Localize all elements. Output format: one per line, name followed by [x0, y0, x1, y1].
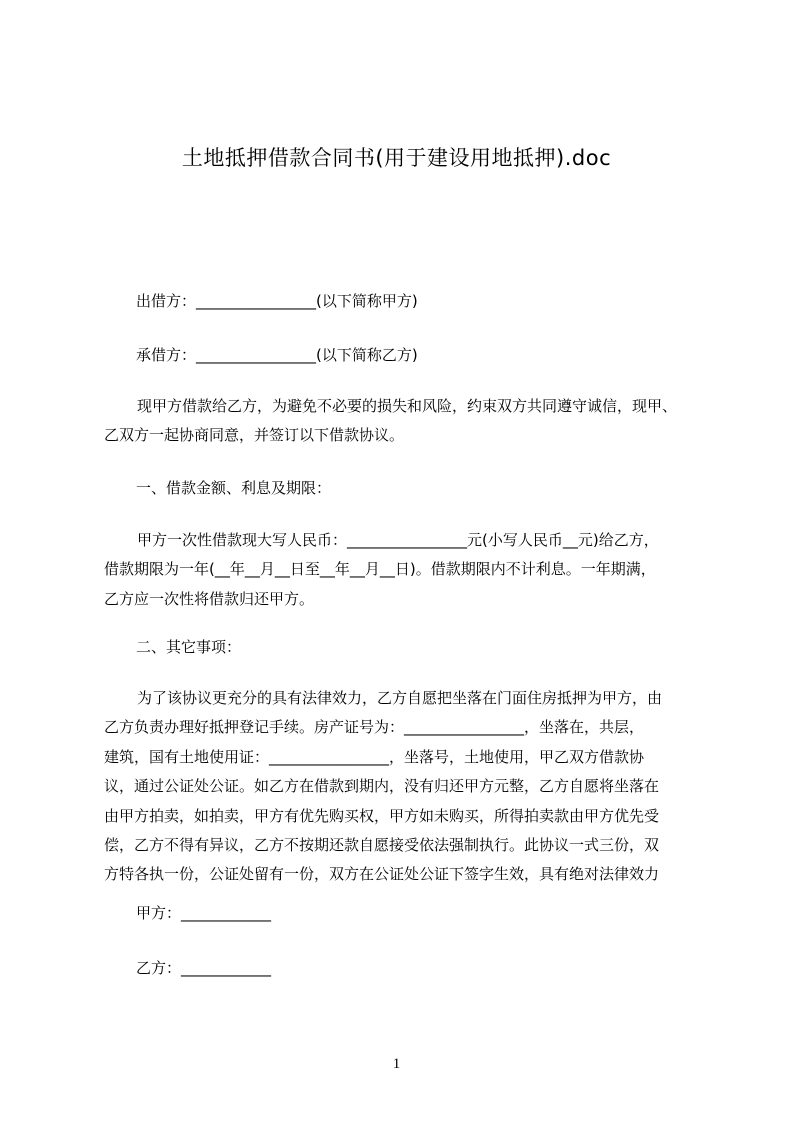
borrower-line: 承借方：________________(以下简称乙方) — [136, 346, 418, 364]
section2-line-4: 议，通过公证处公证。如乙方在借款到期内，没有归还甲方元整，乙方自愿将坐落在 — [104, 777, 660, 796]
section2-heading: 二、其它事项： — [136, 638, 242, 656]
section2-line-3: 建筑，国有土地使用证：________________，坐落号，土地使用，甲乙双方借款协 — [104, 747, 645, 766]
intro-line-1: 现甲方借款给乙方，为避免不必要的损失和风险，约束双方共同遵守诚信，现甲、 — [137, 397, 678, 415]
intro-line-2: 乙双方一起协商同意，并签订以下借款协议。 — [104, 426, 405, 445]
section1-line-1: 甲方一次性借款现大写人民币：________________元(小写人民币__元)给乙方， — [137, 531, 659, 549]
section1-line-3: 乙方应一次性将借款归还甲方。 — [104, 589, 315, 608]
document-title: 土地抵押借款合同书(用于建设用地抵押).doc — [181, 146, 612, 170]
signature-party-a: 甲方：____________ — [136, 904, 272, 922]
section2-line-1: 为了该协议更充分的具有法律效力，乙方自愿把坐落在门面住房抵押为甲方，由 — [137, 689, 663, 707]
section2-line-7: 方特各执一份，公证处留有一份，双方在公证处公证下签字生效，具有绝对法律效力 — [104, 865, 660, 884]
section2-paragraph — [104, 684, 690, 890]
section2-line-6: 偿，乙方不得有异议，乙方不按期还款自愿接受依法强制执行。此协议一式三份，双 — [104, 836, 660, 855]
lender-line: 出借方：________________(以下简称甲方) — [136, 292, 418, 310]
section2-line-5: 由甲方拍卖，如拍卖，甲方有优先购买权，甲方如未购买，所得拍卖款由甲方优先受 — [104, 806, 660, 825]
section1-paragraph — [104, 526, 690, 614]
intro-paragraph — [104, 392, 690, 451]
signature-party-b: 乙方：____________ — [136, 959, 272, 977]
section2-line-2: 乙方负责办理好抵押登记手续。房产证号为：________________，坐落在，共层， — [104, 718, 645, 737]
page-number: 1 — [392, 1056, 401, 1072]
section1-line-2: 借款期限为一年(__年__月__日至__年__月__日)。借款期限内不计利息。一年期满， — [104, 560, 656, 579]
section1-heading: 一、借款金额、利息及期限： — [136, 479, 332, 497]
